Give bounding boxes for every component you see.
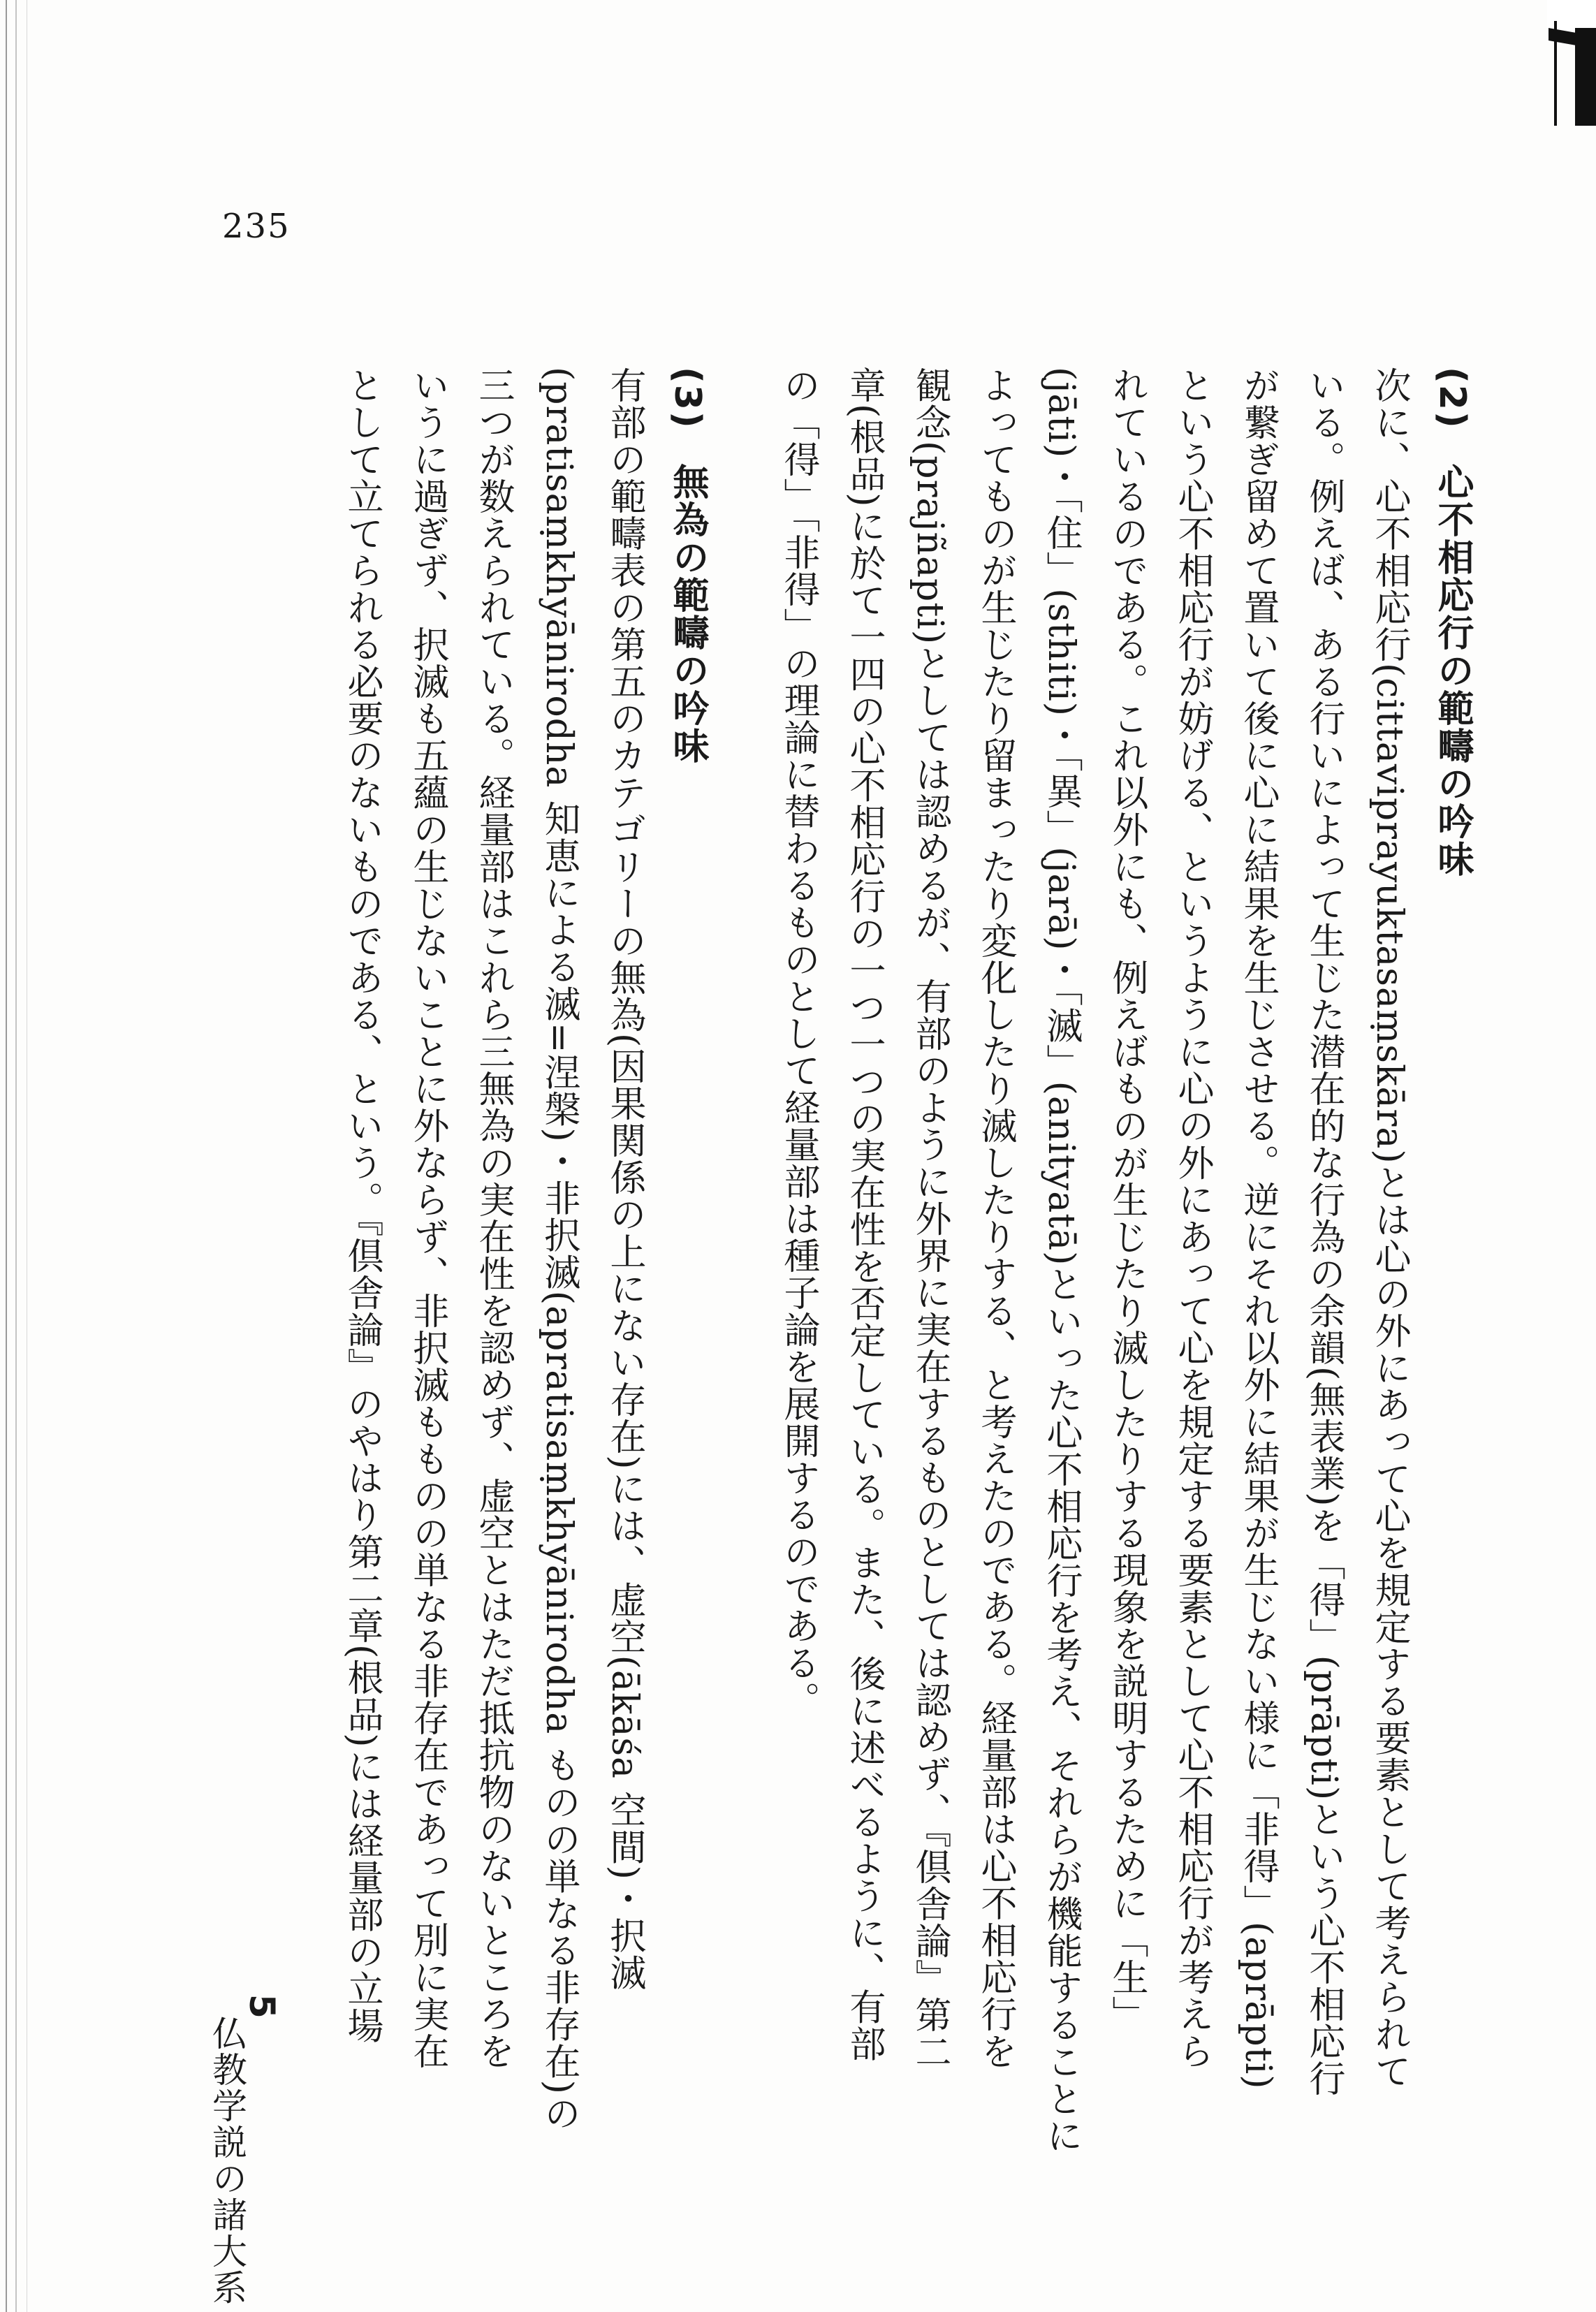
running-footer (207, 1994, 282, 2312)
body-line: が繋ぎ留めて置いて後に心に結果を生じさせる。逆にそれ以外に結果が生じない様に「非得」(aprāpti) (1237, 367, 1279, 2090)
chapter-title: 仏教学説の諸大系 (207, 2015, 247, 2306)
body-line: 観念(prajñapti)としては認めるが、有部のように外界に実在するものとしては認めず、『倶舎論』第二 (909, 367, 951, 2071)
body-line: として立てられる必要のないものである、という。『倶舎論』のやはり第二章(根品)には経量部の立場 (341, 367, 383, 2044)
section-3 (314, 367, 708, 2295)
body-line: という心不相応行が妨げる、というように心の外にあって心を規定する要素として心不相応行が考えら (1171, 367, 1213, 2070)
body-line: 有部の範疇表の第五のカテゴリーの無為(因果関係の上にない存在)には、虚空(ākāśa 空間)・択滅 (603, 367, 645, 1991)
section-heading (1431, 367, 1473, 878)
scan-edge-line (15, 0, 17, 2312)
section-number: (3) (666, 367, 708, 430)
scan-clip-mark (1547, 0, 1596, 126)
body-line: いうに過ぎず、択滅も五蘊の生じないことに外ならず、非択滅もものの単なる非存在であって別に実在 (407, 367, 448, 2070)
body-line: 章(根品)に於て一四の心不相応行の一つ一つの実在性を否定している。また、後に述べるように、有部 (843, 367, 885, 2063)
body-line: 三つが数えられている。経量部はこれら三無為の実在性を認めず、虚空とはただ抵抗物のないところを (472, 367, 514, 2070)
page-number: 235 (222, 207, 291, 246)
body-line: (pratisaṃkhyānirodha 知恵による滅=涅槃)・非択滅(apratisaṃkhyānirodha ものの単なる非存在)の (538, 367, 580, 2132)
body-line: (jāti)・「住」(sthiti)・「異」(jarā)・「滅」(anityatā)といった心不相応行を考え、それらが機能することに (1040, 367, 1082, 2155)
section-number: (2) (1431, 367, 1473, 430)
section-2 (751, 367, 1473, 2295)
section-title: 心不相応行の範疇の吟味 (1431, 462, 1473, 878)
scan-edge-line (6, 0, 7, 2312)
body-line: の「得」「非得」の理論に替わるものとして経量部は種子論を展開するのである。 (777, 367, 819, 1718)
section-heading (666, 367, 708, 765)
body-line: よってものが生じたり留まったり変化したり滅したりする、と考えたのである。経量部は心不相応行を (974, 367, 1016, 2070)
section-title: 無為の範疇の吟味 (666, 462, 708, 765)
body-line: れているのである。これ以外にも、例えばものが生じたり滅したりする現象を説明するために「生」 (1106, 367, 1148, 2033)
body-line: 次に、心不相応行(cittaviprayuktasaṃskāra)とは心の外にあって心を規定する要素として考えられて (1368, 367, 1410, 2090)
chapter-number: 5 (242, 1994, 282, 2020)
body-line: いる。例えば、ある行いによって生じた潜在的な行為の余韻(無表業)を「得」(prāpti)という心不相応行 (1303, 367, 1345, 2098)
